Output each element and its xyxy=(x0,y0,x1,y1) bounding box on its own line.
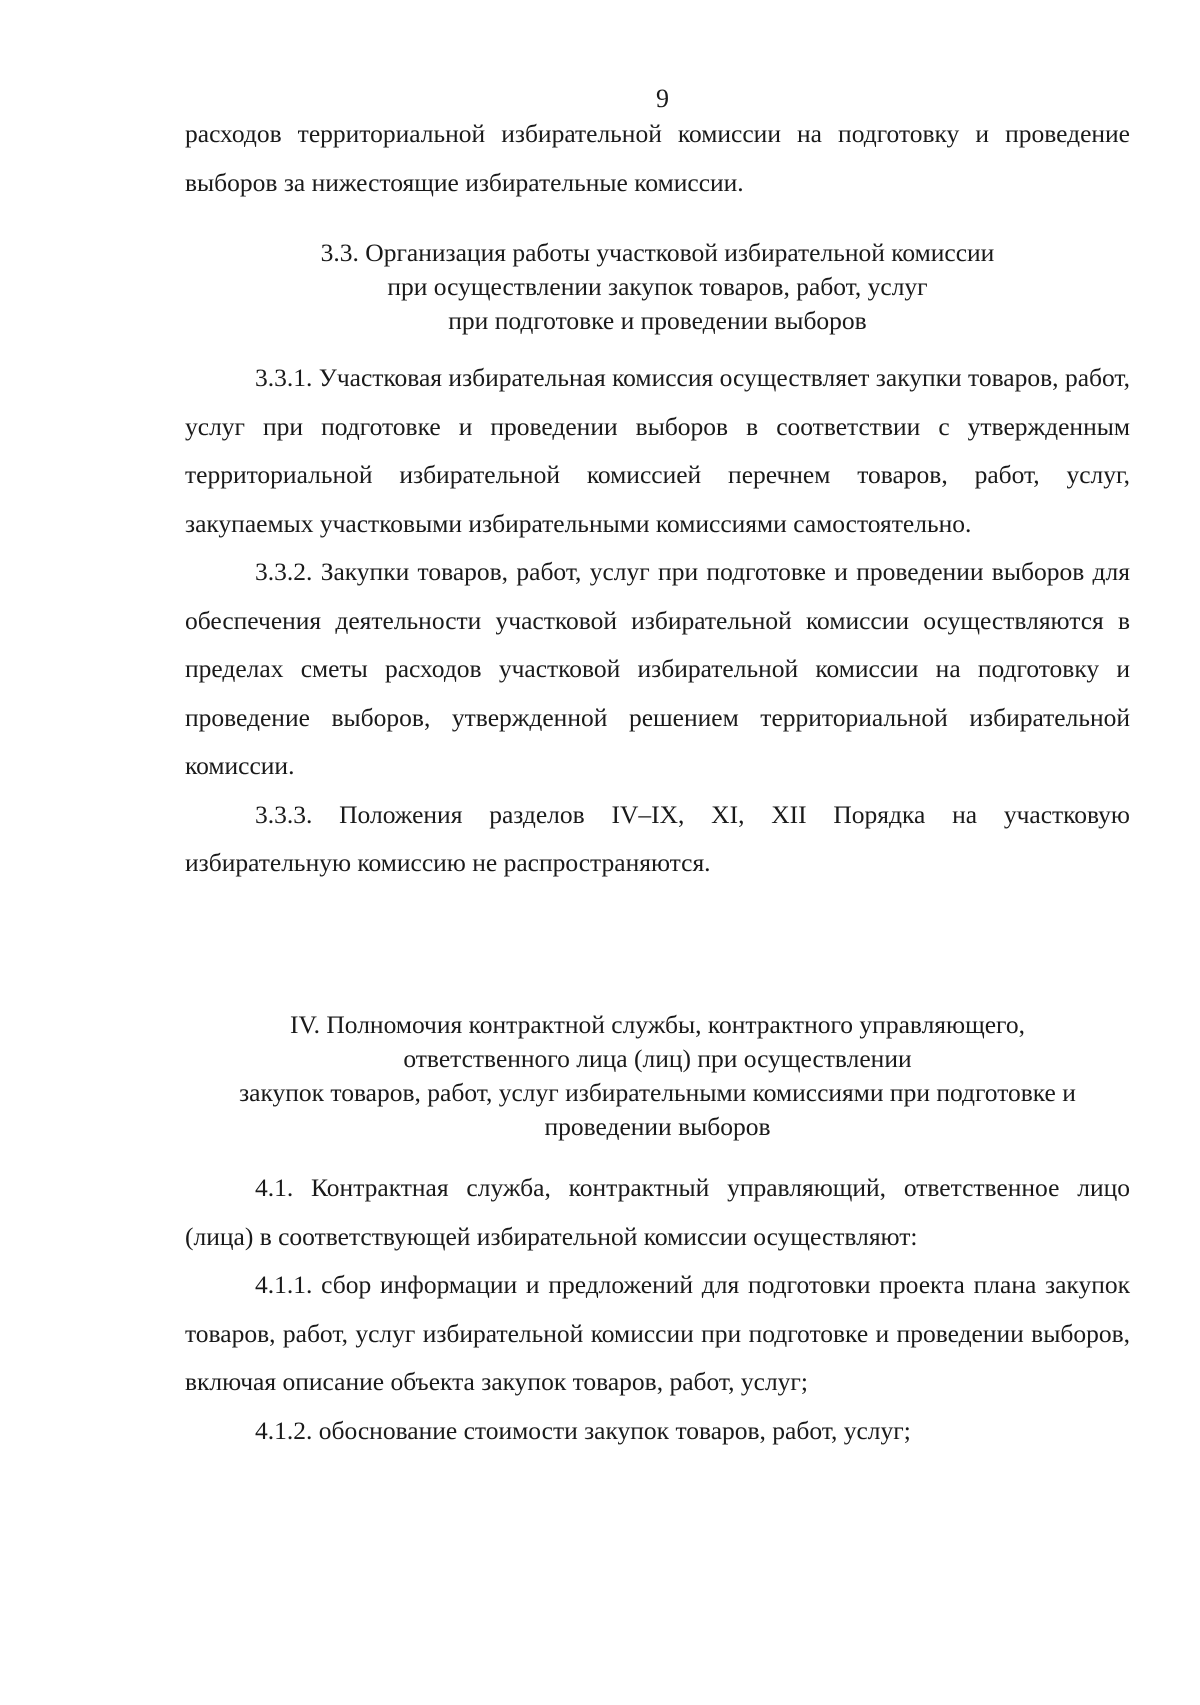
section-4-body xyxy=(185,1164,1130,1455)
heading-line: при осуществлении закупок товаров, работ, услуг xyxy=(387,272,928,301)
continuation-paragraph: расходов территориальной избирательной комиссии на подготовку и проведение выборов за нижестоящие избирательные комиссии. xyxy=(185,119,1130,197)
heading-line: закупок товаров, работ, услуг избирательными комиссиями при подготовке и xyxy=(239,1078,1076,1107)
paragraph-4-1-1: 4.1.1. сбор информации и предложений для подготовки проекта плана закупок товаров, работ, услуг избирательной комиссии при подготовке и проведении выборов, включая описание объекта закупок товаров, работ, услуг; xyxy=(185,1270,1130,1396)
paragraph-3-3-3: 3.3.3. Положения разделов IV–IX, XI, XII Порядка на участковую избирательную комиссию не распространяются. xyxy=(185,799,1130,877)
heading-line: при подготовке и проведении выборов xyxy=(448,306,867,335)
paragraph-4-1-2: 4.1.2. обоснование стоимости закупок товаров, работ, услуг; xyxy=(255,1415,911,1445)
heading-line: ответственного лица (лиц) при осуществлении xyxy=(403,1044,912,1073)
section-3-3-body xyxy=(185,354,1130,888)
heading-line: 3.3. Организация работы участковой избирательной комиссии xyxy=(320,238,995,267)
section-3-3-heading xyxy=(185,236,1130,338)
section-4-heading xyxy=(185,1008,1130,1144)
paragraph-4-1: 4.1. Контрактная служба, контрактный управляющий, ответственное лицо (лица) в соответствующей избирательной комиссии осуществляют: xyxy=(185,1173,1130,1251)
paragraph-3-3-2: 3.3.2. Закупки товаров, работ, услуг при подготовке и проведении выборов для обеспечения деятельности участковой избирательной комиссии осуществляются в пределах сметы расходов участковой избирательной комиссии на подготовку и проведение выборов, утвержденной решением территориальной избирательной комиссии. xyxy=(185,557,1130,780)
heading-line: IV. Полномочия контрактной службы, контрактного управляющего, xyxy=(290,1010,1025,1039)
continuation-block xyxy=(185,110,1130,207)
paragraph-3-3-1: 3.3.1. Участковая избирательная комиссия осуществляет закупки товаров, работ, услуг при подготовке и проведении выборов в соответствии с утвержденным территориальной избирательной комиссией перечнем товаров, работ, услуг, закупаемых участковыми избирательными комиссиями самостоятельно. xyxy=(185,363,1130,538)
heading-line: проведении выборов xyxy=(544,1112,771,1141)
page-number: 9 xyxy=(656,84,669,113)
